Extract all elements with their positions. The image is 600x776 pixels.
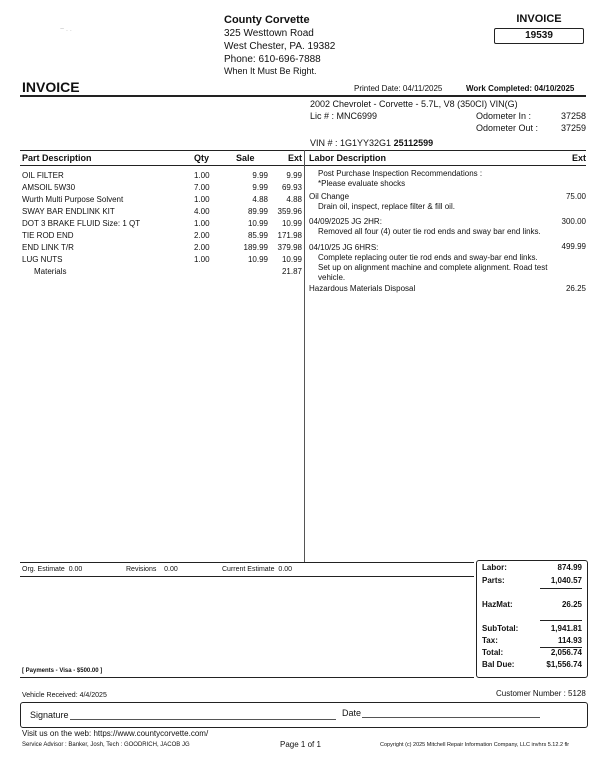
labor-job2-note-2: Set up on alignment machine and complete alignment. Road test — [318, 263, 548, 272]
labor-job2-title: 04/10/25 JG 6HRS: — [309, 243, 379, 252]
revisions: Revisions 0.00 — [126, 566, 178, 573]
date-label: Date — [342, 708, 362, 718]
shop-address-1: 325 Westtown Road — [224, 28, 314, 39]
work-completed-date: Work Completed: 04/10/2025 — [466, 84, 575, 93]
customer-number: Customer Number : 5128 — [496, 689, 586, 698]
labor-oil-change-amount: 75.00 — [565, 192, 586, 201]
materials-row: Materials 21.87 — [34, 267, 302, 276]
labor-hazmat: Hazardous Materials Disposal — [309, 284, 416, 293]
totals-total: 2,056.74 — [550, 648, 582, 657]
signature-label: Signature — [30, 710, 69, 720]
table-row: LUG NUTS 1.00 10.99 10.99 — [22, 255, 302, 264]
current-estimate: Current Estimate 0.00 — [222, 566, 293, 573]
totals-baldue: $1,556.74 — [546, 660, 582, 669]
table-row: SWAY BAR ENDLINK KIT 4.00 89.99 359.96 — [22, 207, 302, 216]
vehicle-license: Lic # : MNC6999 — [310, 111, 378, 121]
labor-oil-change-note: Drain oil, inspect, replace filter & fill oil. — [318, 202, 455, 211]
invoice-number: 19539 — [494, 28, 584, 44]
totals-subtotal: 1,941.81 — [550, 624, 582, 633]
signature-box — [20, 702, 588, 728]
shop-tagline: When It Must Be Right. — [224, 66, 317, 76]
page-number: Page 1 of 1 — [280, 740, 321, 749]
table-row: TIE ROD END 2.00 85.99 171.98 — [22, 231, 302, 240]
page-title: INVOICE — [22, 79, 80, 95]
labor-job1-title: 04/09/2025 JG 2HR: — [309, 217, 382, 226]
printed-date: Printed Date: 04/11/2025 — [354, 84, 443, 93]
labor-header-desc: Labor Description — [309, 153, 387, 163]
totals-total-label: Total: — [482, 648, 504, 657]
vin-number: VIN # : 1G1YY32G1 25112599 — [310, 138, 434, 148]
table-row: AMSOIL 5W30 7.00 9.99 69.93 — [22, 183, 302, 192]
payments-note: [ Payments - Visa - $500.00 ] — [22, 668, 103, 674]
labor-job2-note-3: vehicle. — [318, 273, 346, 282]
invoice-box-label: INVOICE — [516, 13, 562, 25]
copyright: Copyright (c) 2025 Mitchell Repair Information Company, LLC invhrs 5.12.2 flr — [380, 742, 570, 748]
totals-parts-label: Parts: — [482, 576, 505, 585]
shop-address-2: West Chester, PA. 19382 — [224, 41, 336, 52]
totals-tax: 114.93 — [557, 636, 582, 645]
table-row: DOT 3 BRAKE FLUID Size: 1 QT 1.00 10.99 10.99 — [22, 219, 302, 228]
parts-header-qty: Qty — [194, 153, 210, 163]
parts-header-desc: Part Description — [22, 153, 92, 163]
labor-header-ext: Ext — [571, 153, 586, 163]
shop-phone: Phone: 610-696-7888 — [224, 54, 321, 65]
labor-hazmat-amount: 26.25 — [565, 284, 586, 293]
labor-job1-note: Removed all four (4) outer tie rod ends and sway bar end links. — [318, 227, 541, 236]
odometer-in: 37258 — [560, 111, 586, 121]
labor-job2-note-1: Complete replacing outer tie rod ends and sway-bar end links. — [318, 253, 538, 262]
totals-labor: 874.99 — [557, 563, 582, 572]
table-row: END LINK T/R 2.00 189.99 379.98 — [22, 243, 302, 252]
odometer-out: 37259 — [560, 123, 586, 133]
totals-hazmat-label: HazMat: — [482, 600, 513, 609]
totals-baldue-label: Bal Due: — [482, 660, 515, 669]
totals-tax-label: Tax: — [482, 636, 498, 645]
totals-hazmat: 26.25 — [561, 600, 582, 609]
ppi-title: Post Purchase Inspection Recommendations : — [318, 169, 483, 178]
shop-name: County Corvette — [224, 14, 310, 26]
ppi-note: *Please evaluate shocks — [318, 179, 406, 188]
labor-oil-change: Oil Change — [309, 192, 350, 201]
totals-labor-label: Labor: — [482, 563, 507, 572]
vehicle-received: Vehicle Received: 4/4/2025 — [22, 692, 107, 699]
service-advisor: Service Advisor : Banker, Josh, Tech : GOODRICH, JACOB JG — [22, 742, 190, 748]
table-row: OIL FILTER 1.00 9.99 9.99 — [22, 171, 302, 180]
totals-parts: 1,040.57 — [550, 576, 582, 585]
parts-header-sale: Sale — [236, 153, 255, 163]
vehicle-description: 2002 Chevrolet - Corvette - 5.7L, V8 (350CI) VIN(G) — [310, 99, 518, 109]
table-row: Wurth Multi Purpose Solvent 1.00 4.88 4.88 — [22, 195, 302, 204]
website-link[interactable]: Visit us on the web: https://www.countycorvette.com/ — [22, 729, 209, 738]
odometer-in-label: Odometer In : — [476, 111, 532, 121]
labor-job2-amount: 499.99 — [561, 242, 586, 251]
parts-list — [22, 171, 302, 279]
org-estimate: Org. Estimate 0.00 — [22, 566, 83, 573]
parts-header-ext: Ext — [287, 153, 302, 163]
shop-logo: ~ . . — [60, 26, 72, 33]
odometer-out-label: Odometer Out : — [476, 123, 539, 133]
totals-subtotal-label: SubTotal: — [482, 624, 519, 633]
labor-job1-amount: 300.00 — [561, 217, 586, 226]
